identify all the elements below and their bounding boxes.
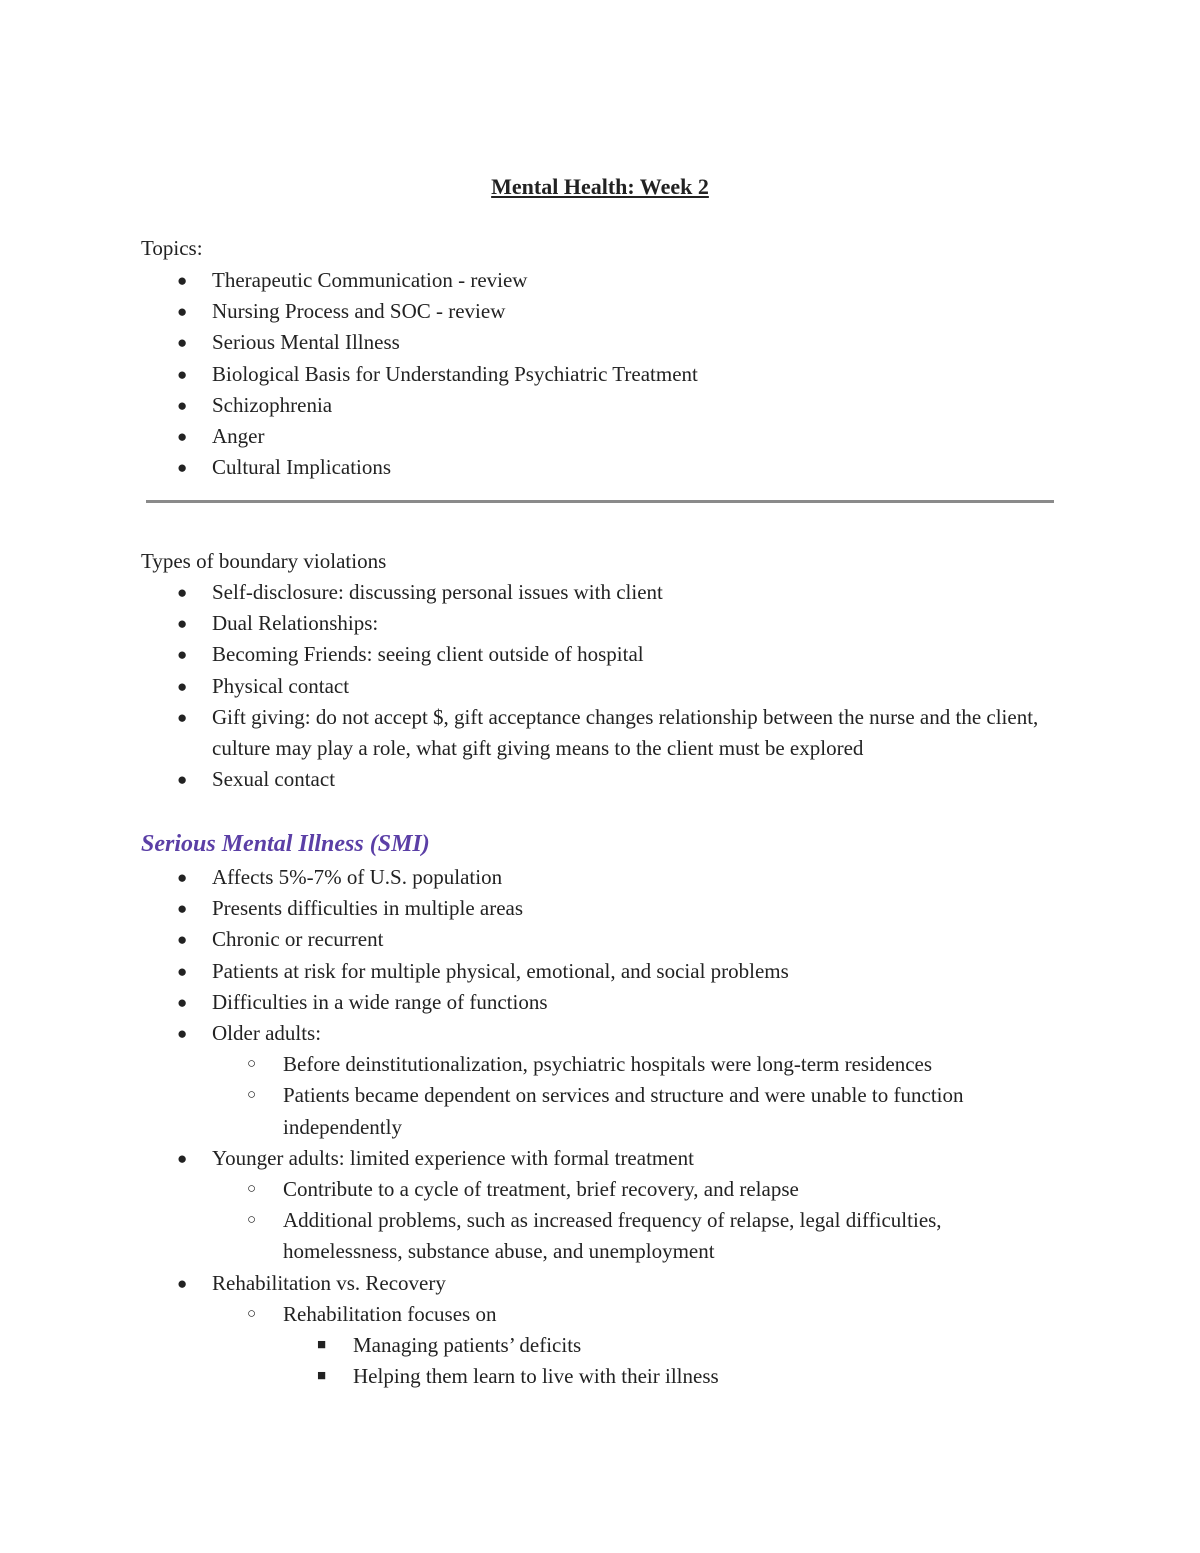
bullet-dot-icon: ● (177, 271, 188, 290)
bullet-dot-icon: ● (177, 676, 188, 696)
list-item: ○ Rehabilitation focuses on (141, 1299, 1053, 1330)
boundary-list (141, 577, 1052, 795)
list-item: ● Affects 5%-7% of U.S. population (141, 862, 1052, 893)
smi-list (141, 862, 1053, 1392)
bullet-circle-icon: ○ (247, 1212, 257, 1229)
bullet-dot-icon: ● (177, 1273, 188, 1293)
bullet-dot-icon: ● (177, 645, 188, 665)
bullet-dot-icon: ● (177, 961, 188, 981)
list-item: ● Gift giving: do not accept $, gift acceptance changes relationship between the nurse and the client, culture may play a role, what gift giving means to the client must be explored (141, 702, 1052, 764)
list-item: ● Therapeutic Communication - review (141, 265, 1052, 296)
bullet-dot-icon: ● (177, 930, 188, 950)
list-item: ● Older adults: (141, 1018, 1052, 1049)
bullet-circle-icon: ○ (247, 1305, 257, 1322)
bullet-dot-icon: ● (177, 583, 188, 602)
bullet-dot-icon: ● (177, 427, 188, 447)
list-item: ● Serious Mental Illness (141, 327, 1052, 358)
list-item: ● Biological Basis for Understanding Psychiatric Treatment (141, 359, 1052, 390)
list-item: ■ Helping them learn to live with their illness (141, 1361, 1053, 1392)
bullet-circle-icon: ○ (247, 1181, 257, 1198)
list-item: ● Sexual contact (141, 764, 1052, 795)
bullet-circle-icon: ○ (247, 1087, 257, 1104)
bullet-circle-icon: ○ (247, 1056, 257, 1073)
bullet-dot-icon: ● (177, 333, 188, 353)
bullet-square-icon: ■ (317, 1337, 327, 1354)
topics-list (141, 265, 1052, 483)
bullet-dot-icon: ● (177, 364, 188, 384)
boundary-label: Types of boundary violations (141, 549, 387, 573)
list-item: ● Anger (141, 421, 1052, 452)
bullet-dot-icon: ● (177, 1148, 188, 1168)
bullet-dot-icon: ● (177, 868, 188, 887)
bullet-dot-icon: ● (177, 707, 188, 727)
smi-heading: Serious Mental Illness (SMI) (141, 831, 430, 857)
list-item: ● Becoming Friends: seeing client outside of hospital (141, 639, 1052, 670)
list-item: ● Nursing Process and SOC - review (141, 296, 1052, 327)
list-item: ○ Additional problems, such as increased frequency of relapse, legal difficulties, homelessness, substance abuse, and unemployment (141, 1205, 1053, 1267)
bullet-dot-icon: ● (177, 395, 188, 415)
bullet-dot-icon: ● (177, 302, 188, 322)
list-item: ● Schizophrenia (141, 390, 1052, 421)
bullet-dot-icon: ● (177, 614, 188, 634)
list-item: ● Self-disclosure: discussing personal issues with client (141, 577, 1052, 608)
list-item: ● Difficulties in a wide range of functions (141, 987, 1052, 1018)
list-item: ● Dual Relationships: (141, 608, 1052, 639)
bullet-dot-icon: ● (177, 770, 188, 790)
list-item: ● Rehabilitation vs. Recovery (141, 1268, 1052, 1299)
bullet-dot-icon: ● (177, 899, 188, 919)
list-item: ○ Contribute to a cycle of treatment, brief recovery, and relapse (141, 1174, 1053, 1205)
list-item: ○ Patients became dependent on services and structure and were unable to function independently (141, 1080, 1053, 1142)
list-item: ● Presents difficulties in multiple areas (141, 893, 1052, 924)
horizontal-divider (146, 500, 1054, 503)
page-title: Mental Health: Week 2 (491, 174, 709, 199)
list-item: ● Chronic or recurrent (141, 924, 1052, 955)
bullet-dot-icon: ● (177, 458, 188, 478)
list-item: ● Cultural Implications (141, 452, 1052, 483)
list-item: ● Younger adults: limited experience with formal treatment (141, 1143, 1052, 1174)
bullet-square-icon: ■ (317, 1368, 327, 1385)
list-item: ■ Managing patients’ deficits (141, 1330, 1053, 1361)
list-item: ● Patients at risk for multiple physical, emotional, and social problems (141, 956, 1052, 987)
bullet-dot-icon: ● (177, 1024, 188, 1044)
bullet-dot-icon: ● (177, 992, 188, 1012)
list-item: ○ Before deinstitutionalization, psychiatric hospitals were long-term residences (141, 1049, 1053, 1080)
list-item: ● Physical contact (141, 671, 1052, 702)
topics-label: Topics: (141, 236, 203, 260)
